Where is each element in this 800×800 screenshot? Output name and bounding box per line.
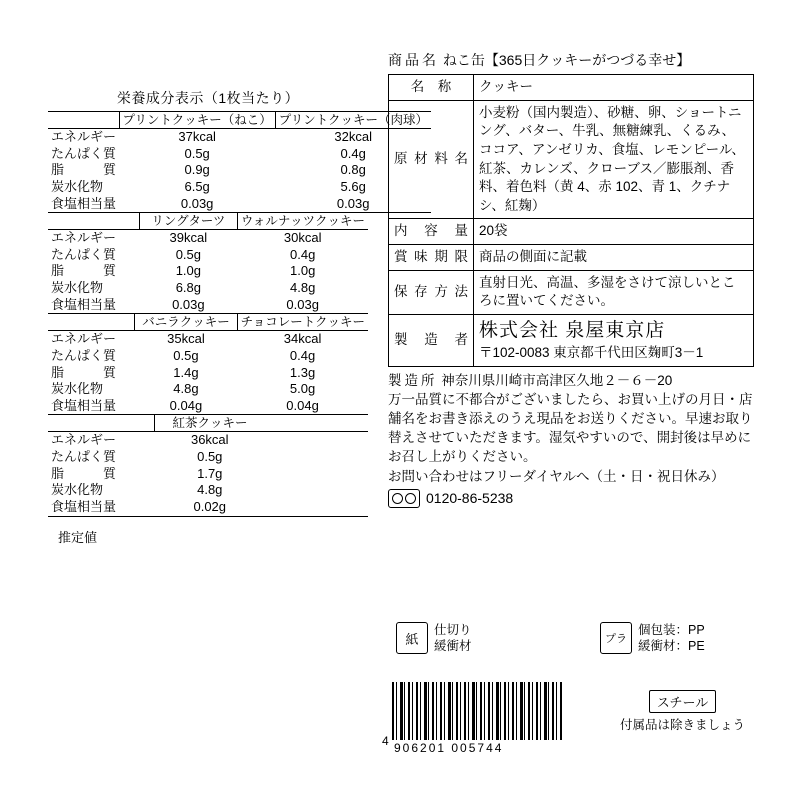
table-row [389,314,754,366]
row-label: エネルギー [51,432,117,448]
row-key: 内容量 [389,219,474,245]
cell-value: 4.8g [197,482,223,498]
contact-line: お問い合わせはフリーダイヤルへ（土・日・祝日休み） [388,468,725,484]
row-label: 炭水化物 [51,178,104,194]
row-value: 直射日光、高温、多湿をさけて涼しいところに置いてください。 [474,270,754,314]
row-label: たんぱく質 [51,145,117,161]
table-row [48,482,368,499]
table-row [48,449,368,466]
product-info-table [388,74,754,367]
cell-value: 1.0g [290,263,316,279]
plastic-recycle-text [638,622,705,655]
product-name-label: 商品名 [388,52,439,68]
row-key: 名 称 [389,75,474,101]
table-row [48,146,431,163]
nutrition-table-group-2 [48,213,368,314]
column-header: プリントクッキー（ねこ） [119,112,275,129]
cell-value: 0.02g [154,499,265,516]
cell-value [265,499,368,516]
table-row [389,219,754,245]
cell-value: 6.8g [175,280,201,295]
manufacturer-address: 〒102-0083 東京都千代田区麹町3－1 [479,345,704,361]
steel-note: 付属品は除きましょう [620,718,746,732]
row-key: 製造者 [389,314,474,366]
row-label: たんぱく質 [51,246,117,262]
barcode-lead-digit: 4 [382,734,389,748]
cell-value: 34kcal [283,331,322,347]
cell-value: 0.03g [237,297,368,314]
cell-value: 1.7g [197,465,223,481]
cell-value: 0.04g [135,398,237,415]
cell-value: 0.4g [289,347,316,363]
table-row [48,365,368,382]
row-label: 食塩相当量 [48,297,139,314]
table-row [48,196,431,213]
column-header: リングターツ [139,213,237,230]
cell-value [265,432,368,449]
product-info-panel [388,50,760,509]
cell-value: 0.04g [237,398,368,415]
paper-recycle-icon: 紙 [396,622,428,654]
column-header: チョコレートクッキー [237,314,368,331]
cell-value: 0.9g [184,162,210,178]
table-row [48,466,368,483]
cell-value [265,449,368,466]
steel-recycle-mark [620,690,745,733]
freedial-row [388,486,760,509]
row-value: 商品の側面に記載 [474,245,754,271]
barcode [382,682,572,755]
manufacturer-name: 株式会社 泉屋東京店 [479,319,666,341]
barcode-bars [392,682,562,740]
row-label: エネルギー [51,230,117,246]
table-row [48,129,431,146]
table-row [48,432,368,449]
table-row [389,245,754,271]
cell-value [265,482,368,499]
row-label: エネルギー [51,331,117,347]
table-header-row [48,314,368,331]
factory-label: 製造所 [388,372,438,388]
nutrition-table-group-1 [48,111,431,213]
column-header: ウォルナッツクッキー [237,213,368,230]
table-header-row [48,112,431,129]
table-row [48,499,368,516]
row-label: 脂 質 [51,364,117,380]
plastic-recycle-icon: プラ [600,622,632,654]
cell-value: 39kcal [169,230,208,246]
contact-phone: 0120-86-5238 [426,489,514,506]
cell-value: 0.4g [290,246,316,262]
row-label: 脂 質 [51,465,117,481]
table-row [48,179,431,196]
table-header-row [48,213,368,230]
product-name-value: ねこ缶【365日クッキーがつづる幸せ】 [442,52,691,68]
row-key: 原材料名 [389,100,474,219]
paper-recycle-text [434,622,472,655]
row-label: 脂 質 [51,162,117,178]
column-header: プリントクッキー（肉球） [275,112,431,129]
table-row [389,100,754,219]
cell-value: 36kcal [190,432,229,448]
factory-line [388,371,760,390]
cell-value: 35kcal [167,331,205,347]
plastic-recycle-line-2: 緩衝材：PE [638,639,705,654]
table-row [389,270,754,314]
cell-value: 5.6g [340,178,366,194]
cell-value: 0.03g [139,297,237,314]
free-dial-icon [388,489,420,508]
table-row [48,247,368,264]
cell-value: 4.8g [173,381,199,397]
row-label: たんぱく質 [51,449,117,464]
cell-value: 0.03g [275,196,431,213]
table-header-row [48,415,368,432]
table-row [48,297,368,314]
column-header: バニラクッキー [135,314,237,331]
cell-value: 0.5g [184,145,210,161]
table-row [48,398,368,415]
row-label: 炭水化物 [51,280,104,295]
nutrition-table-group-4 [48,415,368,516]
row-label: 食塩相当量 [48,398,135,415]
cell-value: 1.0g [175,263,201,279]
cell-value: 0.03g [119,196,275,213]
cell-value: 30kcal [283,230,322,246]
cell-value: 1.3g [289,364,316,380]
cell-value: 0.8g [340,162,366,178]
quality-notice: 万一品質に不都合がございましたら、お買い上げの月日・店舗名をお書き添えのうえ現品をお送りください。早速お取り替えさせていただきます。湿気やすいので、開封後は早めにお召し上がりください。 [388,391,753,465]
table-row [48,381,368,398]
table-row [389,75,754,101]
nutrition-footnote: 推定値 [58,529,98,545]
row-label: 炭水化物 [51,381,104,397]
cell-value: 0.5g [173,347,199,363]
cell-value: 5.0g [289,381,316,397]
row-key: 賞味期限 [389,245,474,271]
column-header: 紅茶クッキー [154,415,265,432]
factory-value: 神奈川県川崎市高津区久地２－６－20 [441,372,673,388]
paper-recycle-line-2: 緩衝材 [434,639,472,654]
row-label: たんぱく質 [51,347,117,363]
plastic-recycle-mark [600,622,705,655]
row-label: 食塩相当量 [48,196,119,213]
row-value [474,314,754,366]
cell-value: 0.5g [175,246,201,262]
cell-value: 6.5g [184,178,210,194]
row-value: クッキー [474,75,754,101]
table-row [48,162,431,179]
table-row [48,280,368,297]
cell-value: 4.8g [290,280,316,295]
product-name-line [388,50,760,74]
paper-recycle-mark [396,622,472,655]
plastic-recycle-line-1: 個包装：PP [638,623,705,637]
table-row [48,348,368,365]
row-label: 炭水化物 [51,482,104,498]
factory-and-notice [388,367,760,509]
cell-value [265,466,368,483]
table-row [48,263,368,280]
row-value: 20袋 [474,219,754,245]
row-key: 保存方法 [389,270,474,314]
nutrition-title: 栄養成分表示（1枚当たり） [116,90,300,106]
row-label: 食塩相当量 [48,499,154,516]
cell-value: 0.4g [340,145,366,161]
paper-recycle-line-1: 仕切り [434,623,472,637]
table-row [48,331,368,348]
row-value: 小麦粉（国内製造）、砂糖、卵、ショートニング、バター、牛乳、無糖練乳、くるみ、ココア、アンゼリカ、食塩、レモンピール、紅茶、カレンズ、クローブス／膨脹剤、香料、着色料（黄 4、赤 102、青 1、クチナシ、紅麹） [474,100,754,219]
cell-value: 37kcal [178,129,216,144]
column-header-empty [265,415,368,432]
steel-label: スチール [649,690,716,713]
row-label: 脂 質 [51,263,117,279]
table-row [48,230,368,247]
row-label: エネルギー [51,129,117,144]
nutrition-table-group-3 [48,314,368,415]
barcode-digits: 906201 005744 [394,741,504,755]
cell-value: 1.4g [173,364,199,380]
cell-value: 0.5g [197,449,223,464]
cell-value: 32kcal [334,129,372,144]
